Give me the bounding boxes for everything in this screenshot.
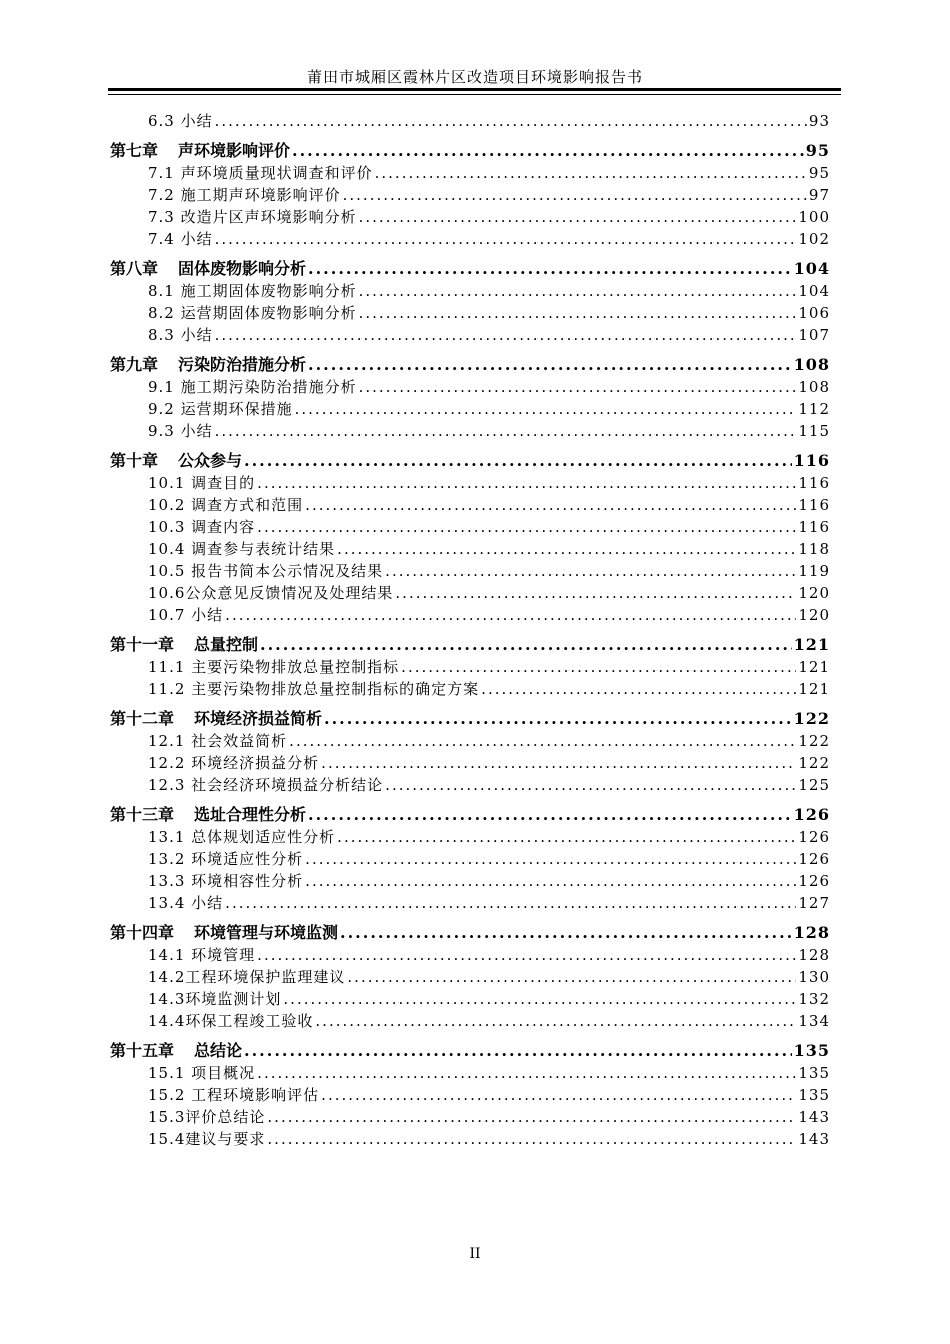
toc-section-label: 10.4 调查参与表统计结果 bbox=[148, 540, 336, 558]
toc-section-label: 13.4 小结 bbox=[148, 894, 224, 912]
toc-chapter-title: 总结论 bbox=[194, 1041, 243, 1060]
toc-page-number: 130 bbox=[798, 968, 830, 986]
toc-page-number: 127 bbox=[798, 894, 830, 912]
toc-chapter-entry[interactable] bbox=[110, 1040, 830, 1062]
toc-section-entry[interactable] bbox=[110, 302, 830, 324]
toc-section-entry[interactable] bbox=[110, 774, 830, 796]
toc-page-number: 118 bbox=[798, 540, 830, 558]
toc-dot-leader bbox=[267, 1128, 796, 1150]
toc-dot-leader bbox=[401, 656, 796, 678]
toc-dot-leader bbox=[359, 280, 797, 302]
toc-chapter-entry[interactable] bbox=[110, 450, 830, 472]
toc-section-label: 8.1 施工期固体废物影响分析 bbox=[148, 282, 357, 300]
toc-section-entry[interactable] bbox=[110, 472, 830, 494]
toc-chapter-title: 总量控制 bbox=[194, 635, 259, 654]
toc-section-entry[interactable] bbox=[110, 966, 830, 988]
toc-dot-leader bbox=[260, 634, 792, 656]
toc-page-number: 126 bbox=[798, 872, 830, 890]
toc-dot-leader bbox=[215, 420, 797, 442]
toc-dot-leader bbox=[305, 848, 796, 870]
toc-section-entry[interactable] bbox=[110, 110, 830, 132]
toc-dot-leader bbox=[343, 184, 807, 206]
toc-dot-leader bbox=[375, 162, 807, 184]
toc-section-label: 14.4环保工程竣工验收 bbox=[148, 1012, 314, 1030]
toc-page-number: 121 bbox=[793, 635, 830, 654]
toc-page-number: 95 bbox=[808, 164, 830, 182]
toc-dot-leader bbox=[292, 140, 804, 162]
toc-chapter-label bbox=[110, 1040, 242, 1062]
toc-dot-leader bbox=[257, 944, 796, 966]
toc-section-entry[interactable] bbox=[110, 678, 830, 700]
toc-dot-leader bbox=[337, 826, 796, 848]
toc-page-number: 97 bbox=[808, 186, 830, 204]
toc-dot-leader bbox=[295, 398, 797, 420]
toc-chapter-entry[interactable] bbox=[110, 258, 830, 280]
toc-dot-leader bbox=[321, 1084, 796, 1106]
toc-section-entry[interactable] bbox=[110, 848, 830, 870]
toc-section-entry[interactable] bbox=[110, 560, 830, 582]
toc-dot-leader bbox=[257, 472, 796, 494]
toc-page-number: 104 bbox=[793, 259, 830, 278]
document-header-title: 莆田市城厢区霞林片区改造项目环境影响报告书 bbox=[306, 68, 643, 86]
toc-page-number: 108 bbox=[793, 355, 830, 374]
toc-section-label: 8.2 运营期固体废物影响分析 bbox=[148, 304, 357, 322]
toc-dot-leader bbox=[321, 752, 796, 774]
toc-dot-leader bbox=[215, 110, 807, 132]
toc-section-label: 6.3 小结 bbox=[148, 112, 213, 130]
toc-section-label: 12.2 环境经济损益分析 bbox=[148, 754, 320, 772]
toc-chapter-title: 固体废物影响分析 bbox=[178, 259, 307, 278]
toc-page-number: 104 bbox=[798, 282, 830, 300]
toc-section-label: 15.2 工程环境影响评估 bbox=[148, 1086, 320, 1104]
toc-dot-leader bbox=[347, 966, 796, 988]
toc-chapter-number: 第十二章 bbox=[110, 709, 175, 728]
toc-page-number: 122 bbox=[798, 754, 830, 772]
toc-section-label: 15.3评价总结论 bbox=[148, 1108, 266, 1126]
toc-section-entry[interactable] bbox=[110, 162, 830, 184]
toc-dot-leader bbox=[289, 730, 796, 752]
toc-dot-leader bbox=[305, 870, 796, 892]
toc-chapter-label bbox=[110, 140, 290, 162]
toc-dot-leader bbox=[359, 206, 797, 228]
toc-chapter-label bbox=[110, 922, 338, 944]
toc-dot-leader bbox=[225, 892, 796, 914]
toc-page-number: 112 bbox=[798, 400, 830, 418]
toc-chapter-label bbox=[110, 634, 258, 656]
toc-page-number: 120 bbox=[798, 606, 830, 624]
header-rule-thick bbox=[108, 88, 841, 91]
toc-chapter-number: 第七章 bbox=[110, 141, 159, 160]
toc-page-number: 108 bbox=[798, 378, 830, 396]
toc-section-entry[interactable] bbox=[110, 1128, 830, 1150]
toc-section-label: 8.3 小结 bbox=[148, 326, 213, 344]
toc-page-number: 100 bbox=[798, 208, 830, 226]
toc-chapter-number: 第八章 bbox=[110, 259, 159, 278]
toc-page-number: 128 bbox=[798, 946, 830, 964]
toc-page-number: 122 bbox=[793, 709, 830, 728]
toc-page-number: 93 bbox=[808, 112, 830, 130]
toc-page-number: 119 bbox=[798, 562, 830, 580]
toc-chapter-title: 环境经济损益简析 bbox=[194, 709, 323, 728]
toc-section-label: 9.2 运营期环保措施 bbox=[148, 400, 293, 418]
toc-section-label: 10.1 调查目的 bbox=[148, 474, 256, 492]
toc-section-label: 15.4建议与要求 bbox=[148, 1130, 266, 1148]
toc-dot-leader bbox=[337, 538, 796, 560]
toc-chapter-number: 第十四章 bbox=[110, 923, 175, 942]
toc-chapter-entry[interactable] bbox=[110, 140, 830, 162]
toc-section-label: 14.2工程环境保护监理建议 bbox=[148, 968, 346, 986]
toc-section-label: 10.5 报告书简本公示情况及结果 bbox=[148, 562, 384, 580]
page-number: II bbox=[469, 1246, 481, 1262]
toc-section-label: 13.2 环境适应性分析 bbox=[148, 850, 304, 868]
toc-section-entry[interactable] bbox=[110, 516, 830, 538]
toc-chapter-label bbox=[110, 804, 306, 826]
toc-section-label: 13.1 总体规划适应性分析 bbox=[148, 828, 336, 846]
toc-section-entry[interactable] bbox=[110, 604, 830, 626]
toc-section-entry[interactable] bbox=[110, 1062, 830, 1084]
toc-page-number: 116 bbox=[798, 496, 830, 514]
toc-chapter-title: 环境管理与环境监测 bbox=[194, 923, 339, 942]
toc-page-number: 116 bbox=[793, 451, 830, 470]
toc-chapter-label bbox=[110, 450, 242, 472]
toc-section-label: 7.1 声环境质量现状调查和评价 bbox=[148, 164, 373, 182]
toc-section-entry[interactable] bbox=[110, 1084, 830, 1106]
toc-chapter-number: 第十三章 bbox=[110, 805, 175, 824]
toc-section-entry[interactable] bbox=[110, 324, 830, 346]
toc-chapter-title: 选址合理性分析 bbox=[194, 805, 307, 824]
toc-dot-leader bbox=[315, 1010, 796, 1032]
toc-page-number: 116 bbox=[798, 518, 830, 536]
toc-page-number: 126 bbox=[793, 805, 830, 824]
toc-page-number: 121 bbox=[798, 658, 830, 676]
toc-dot-leader bbox=[215, 324, 797, 346]
toc-dot-leader bbox=[305, 494, 796, 516]
toc-chapter-entry[interactable] bbox=[110, 634, 830, 656]
toc-section-label: 10.2 调查方式和范围 bbox=[148, 496, 304, 514]
toc-page-number: 115 bbox=[798, 422, 830, 440]
toc-dot-leader bbox=[481, 678, 796, 700]
table-of-contents bbox=[110, 110, 830, 1150]
toc-dot-leader bbox=[308, 354, 792, 376]
toc-chapter-number: 第十一章 bbox=[110, 635, 175, 654]
toc-dot-leader bbox=[225, 604, 796, 626]
toc-section-entry[interactable] bbox=[110, 752, 830, 774]
toc-section-label: 10.3 调查内容 bbox=[148, 518, 256, 536]
toc-page-number: 107 bbox=[798, 326, 830, 344]
toc-section-entry[interactable] bbox=[110, 1106, 830, 1128]
toc-dot-leader bbox=[324, 708, 792, 730]
toc-page-number: 102 bbox=[798, 230, 830, 248]
toc-page-number: 95 bbox=[805, 141, 830, 160]
toc-page-number: 125 bbox=[798, 776, 830, 794]
toc-section-label: 7.2 施工期声环境影响评价 bbox=[148, 186, 341, 204]
toc-section-entry[interactable] bbox=[110, 944, 830, 966]
toc-chapter-title: 污染防治措施分析 bbox=[178, 355, 307, 374]
toc-page-number: 134 bbox=[798, 1012, 830, 1030]
toc-dot-leader bbox=[359, 376, 797, 398]
toc-dot-leader bbox=[257, 516, 796, 538]
toc-section-label: 9.3 小结 bbox=[148, 422, 213, 440]
toc-section-label: 10.6公众意见反馈情况及处理结果 bbox=[148, 584, 394, 602]
toc-section-entry[interactable] bbox=[110, 870, 830, 892]
toc-page-number: 135 bbox=[798, 1064, 830, 1082]
header-rule-thin bbox=[108, 94, 841, 95]
toc-dot-leader bbox=[359, 302, 797, 324]
toc-section-entry[interactable] bbox=[110, 892, 830, 914]
toc-section-entry[interactable] bbox=[110, 656, 830, 678]
toc-page-number: 126 bbox=[798, 828, 830, 846]
toc-dot-leader bbox=[257, 1062, 796, 1084]
toc-dot-leader bbox=[283, 988, 796, 1010]
toc-dot-leader bbox=[244, 450, 792, 472]
toc-dot-leader bbox=[340, 922, 792, 944]
toc-section-entry[interactable] bbox=[110, 988, 830, 1010]
toc-page-number: 128 bbox=[793, 923, 830, 942]
toc-section-label: 14.3环境监测计划 bbox=[148, 990, 282, 1008]
toc-section-entry[interactable] bbox=[110, 826, 830, 848]
toc-page-number: 135 bbox=[798, 1086, 830, 1104]
toc-chapter-number: 第十章 bbox=[110, 451, 159, 470]
toc-page-number: 122 bbox=[798, 732, 830, 750]
toc-section-entry[interactable] bbox=[110, 538, 830, 560]
toc-chapter-label bbox=[110, 258, 306, 280]
toc-page-number: 126 bbox=[798, 850, 830, 868]
toc-chapter-entry[interactable] bbox=[110, 708, 830, 730]
toc-page-number: 132 bbox=[798, 990, 830, 1008]
toc-section-entry[interactable] bbox=[110, 228, 830, 250]
toc-page-number: 135 bbox=[793, 1041, 830, 1060]
toc-section-label: 13.3 环境相容性分析 bbox=[148, 872, 304, 890]
toc-chapter-title: 声环境影响评价 bbox=[178, 141, 291, 160]
toc-section-label: 10.7 小结 bbox=[148, 606, 224, 624]
toc-dot-leader bbox=[385, 560, 796, 582]
toc-section-label: 15.1 项目概况 bbox=[148, 1064, 256, 1082]
toc-section-entry[interactable] bbox=[110, 1010, 830, 1032]
toc-section-entry[interactable] bbox=[110, 184, 830, 206]
toc-section-label: 12.1 社会效益简析 bbox=[148, 732, 288, 750]
toc-section-label: 11.1 主要污染物排放总量控制指标 bbox=[148, 658, 400, 676]
toc-chapter-label bbox=[110, 708, 322, 730]
toc-section-entry[interactable] bbox=[110, 280, 830, 302]
toc-chapter-entry[interactable] bbox=[110, 804, 830, 826]
toc-dot-leader bbox=[308, 258, 792, 280]
toc-page-number: 121 bbox=[798, 680, 830, 698]
toc-section-entry[interactable] bbox=[110, 730, 830, 752]
toc-section-entry[interactable] bbox=[110, 376, 830, 398]
toc-section-label: 11.2 主要污染物排放总量控制指标的确定方案 bbox=[148, 680, 480, 698]
toc-chapter-title: 公众参与 bbox=[178, 451, 243, 470]
toc-chapter-number: 第九章 bbox=[110, 355, 159, 374]
toc-chapter-entry[interactable] bbox=[110, 354, 830, 376]
toc-dot-leader bbox=[395, 582, 796, 604]
toc-dot-leader bbox=[385, 774, 796, 796]
toc-dot-leader bbox=[244, 1040, 792, 1062]
toc-section-label: 7.3 改造片区声环境影响分析 bbox=[148, 208, 357, 226]
toc-section-entry[interactable] bbox=[110, 582, 830, 604]
toc-section-entry[interactable] bbox=[110, 494, 830, 516]
toc-chapter-label bbox=[110, 354, 306, 376]
toc-page-number: 106 bbox=[798, 304, 830, 322]
toc-section-entry[interactable] bbox=[110, 206, 830, 228]
toc-page-number: 116 bbox=[798, 474, 830, 492]
toc-section-entry[interactable] bbox=[110, 420, 830, 442]
toc-section-entry[interactable] bbox=[110, 398, 830, 420]
toc-page-number: 120 bbox=[798, 584, 830, 602]
toc-section-label: 9.1 施工期污染防治措施分析 bbox=[148, 378, 357, 396]
toc-page-number: 143 bbox=[798, 1108, 830, 1126]
toc-section-label: 12.3 社会经济环境损益分析结论 bbox=[148, 776, 384, 794]
toc-chapter-number: 第十五章 bbox=[110, 1041, 175, 1060]
toc-section-label: 14.1 环境管理 bbox=[148, 946, 256, 964]
toc-page-number: 143 bbox=[798, 1130, 830, 1148]
toc-section-label: 7.4 小结 bbox=[148, 230, 213, 248]
toc-dot-leader bbox=[267, 1106, 796, 1128]
toc-dot-leader bbox=[308, 804, 792, 826]
toc-chapter-entry[interactable] bbox=[110, 922, 830, 944]
toc-dot-leader bbox=[215, 228, 797, 250]
